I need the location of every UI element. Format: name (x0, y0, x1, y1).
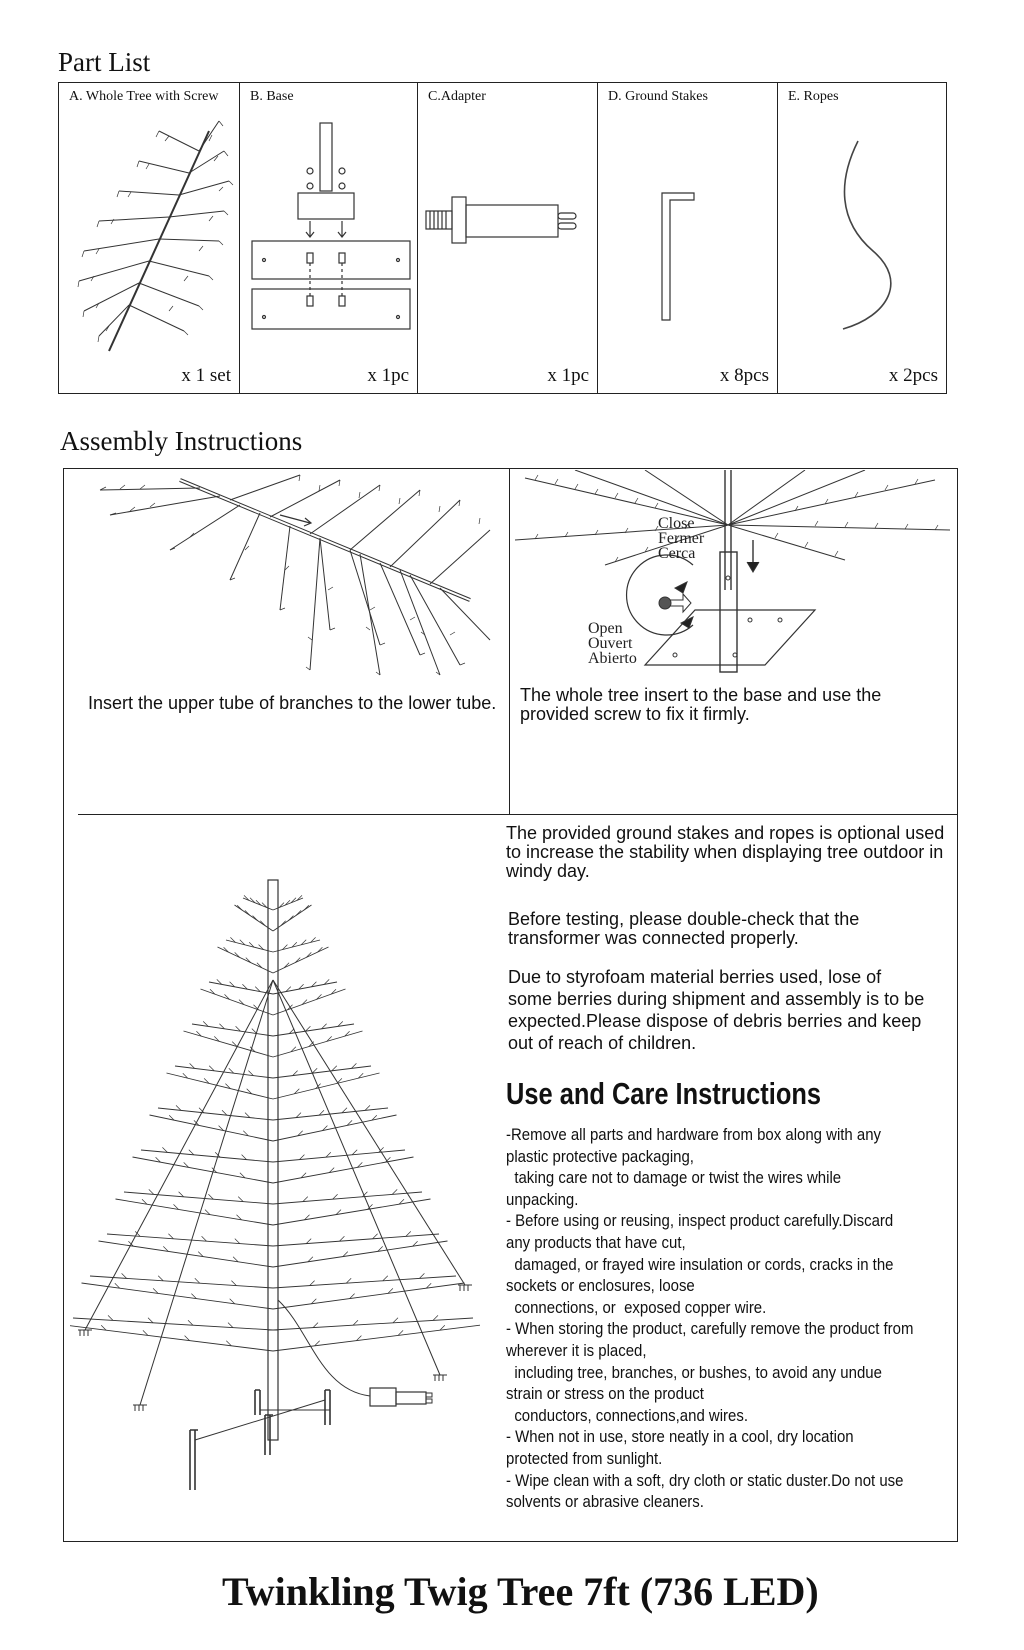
part-label: A. Whole Tree with Screw (69, 89, 219, 104)
part-item-ropes (778, 83, 946, 393)
tree-branch (99, 1241, 274, 1267)
tree-branch (273, 1241, 448, 1267)
part-list-title: Part List (58, 47, 151, 77)
tree-branch (273, 905, 312, 931)
note-stability: The provided ground stakes and ropes is optional used to increase the stability when displaying tree outdoor in windy day. (506, 823, 945, 881)
tree-twig (148, 1318, 153, 1323)
tree-branch (273, 1073, 380, 1099)
tree-twig (383, 1276, 388, 1281)
part-qty: x 1 set (181, 365, 231, 386)
tree-branch (73, 1318, 273, 1330)
adapter-icon (418, 111, 598, 361)
tree-branch (273, 1199, 431, 1225)
tree-twig (188, 1320, 193, 1325)
branch-tube-illustration (80, 470, 500, 680)
tree-branch (273, 1066, 371, 1078)
tree-branch (124, 1192, 273, 1204)
tree-twig (231, 1281, 236, 1286)
tree-twig (346, 1278, 351, 1283)
part-item-ground-stakes (598, 83, 778, 393)
care-line: taking care not to damage or twist the wires while (506, 1168, 842, 1188)
base-icon (240, 111, 418, 361)
divider (78, 814, 958, 815)
part-item-tree (59, 83, 240, 393)
note-testing: Before testing, please double-check that the transformer was connected properly. (508, 909, 860, 948)
tree-twig (158, 1276, 163, 1281)
care-title: Use and Care Instructions (506, 1076, 822, 1111)
care-line: wherever it is placed, (506, 1340, 647, 1360)
part-item-adapter (418, 83, 598, 393)
tree-twig (433, 1315, 438, 1320)
care-line: - Wipe clean with a soft, dry cloth or static duster.Do not use (506, 1470, 904, 1490)
tree-twig (310, 1281, 315, 1286)
tree-branch (167, 1073, 274, 1099)
tree-twig (108, 1315, 113, 1320)
tree-twig (393, 1318, 398, 1323)
tree-branch-icon (59, 111, 240, 361)
open-label: Abierto (588, 650, 637, 667)
tree-branch (273, 989, 346, 1015)
tree-branch (273, 982, 337, 994)
tree-branch (273, 940, 320, 952)
rope-icon (778, 111, 946, 361)
part-qty: x 1pc (367, 365, 409, 386)
ground-stake-icon (598, 111, 778, 361)
care-line: solvents or abrasive cleaners. (506, 1492, 704, 1512)
tree-branch (273, 1283, 465, 1309)
tree-branch (273, 1115, 397, 1141)
care-line: - Before using or reusing, inspect product carefully.Discard (506, 1211, 894, 1231)
tree-branch (273, 947, 329, 973)
part-label: B. Base (250, 89, 294, 104)
close-label: Cerca (658, 545, 696, 562)
tree-branch (273, 1318, 473, 1330)
tree-branch (201, 989, 274, 1015)
step2-text: The whole tree insert to the base and use the provided screw to fix it firmly. (520, 685, 882, 724)
tree-branch (273, 1108, 388, 1120)
part-label: E. Ropes (788, 89, 839, 104)
note-berries: Due to styrofoam material berries used, lose of some berries during shipment and assembly is to be expected.Please dispose of debris berries and keep out of reach of children. (508, 967, 925, 1053)
part-label: C.Adapter (428, 89, 486, 104)
tree-twig (122, 1273, 127, 1278)
care-line: including tree, branches, or bushes, to avoid any undue (506, 1362, 882, 1382)
full-tree-illustration (70, 830, 480, 1510)
open-label: Open (588, 620, 623, 637)
tree-twig (313, 1323, 318, 1328)
tree-twig (419, 1273, 424, 1278)
part-qty: x 1pc (547, 365, 589, 386)
tree-twig (195, 1278, 200, 1283)
care-line: any products that have cut, (506, 1232, 686, 1252)
tree-branch (235, 905, 274, 931)
care-line: damaged, or frayed wire insulation or cords, cracks in the (506, 1254, 894, 1274)
tree-branch (218, 947, 274, 973)
care-line: strain or stress on the product (506, 1384, 704, 1404)
open-label: Ouvert (588, 635, 633, 652)
care-line: - When storing the product, carefully remove the product from (506, 1319, 914, 1339)
part-label: D. Ground Stakes (608, 89, 708, 104)
close-label: Close (658, 515, 695, 532)
divider (509, 468, 510, 814)
care-line: plastic protective packaging, (506, 1146, 694, 1166)
tree-branch (116, 1199, 274, 1225)
product-title: Twinkling Twig Tree 7ft (736 LED) (222, 1569, 819, 1614)
tree-branch (158, 1108, 273, 1120)
care-line: conductors, connections,and wires. (506, 1405, 748, 1425)
care-line: -Remove all parts and hardware from box along with any (506, 1125, 882, 1144)
care-line: protected from sunlight. (506, 1448, 663, 1468)
part-qty: x 8pcs (719, 365, 769, 386)
base-insert-illustration (515, 470, 955, 680)
tree-twig (353, 1320, 358, 1325)
tree-branch (273, 1150, 405, 1162)
tree-twig (228, 1323, 233, 1328)
care-line: - When not in use, store neatly in a cool, dry location (506, 1427, 854, 1447)
step1-text: Insert the upper tube of branches to the lower tube. (88, 693, 497, 713)
part-item-base (240, 83, 418, 393)
assembly-title: Assembly Instructions (60, 426, 303, 456)
care-line: unpacking. (506, 1189, 579, 1209)
tree-branch (273, 1024, 354, 1036)
tree-branch (226, 940, 273, 952)
care-line: connections, or exposed copper wire. (506, 1297, 767, 1317)
tree-branch (209, 982, 273, 994)
tree-branch (133, 1157, 274, 1183)
tree-branch (70, 1325, 273, 1351)
tree-branch (192, 1024, 273, 1036)
tree-branch (273, 1031, 363, 1057)
tree-branch (273, 1192, 422, 1204)
tree-branch (273, 1234, 439, 1246)
care-line: sockets or enclosures, loose (506, 1276, 695, 1296)
tree-branch (273, 1325, 480, 1351)
part-list-table (58, 82, 947, 394)
close-label: Fermer (658, 530, 705, 547)
tree-branch (141, 1150, 273, 1162)
tree-branch (150, 1115, 274, 1141)
care-body (506, 1124, 946, 1513)
tree-branch (184, 1031, 274, 1057)
part-qty: x 2pcs (888, 365, 938, 386)
